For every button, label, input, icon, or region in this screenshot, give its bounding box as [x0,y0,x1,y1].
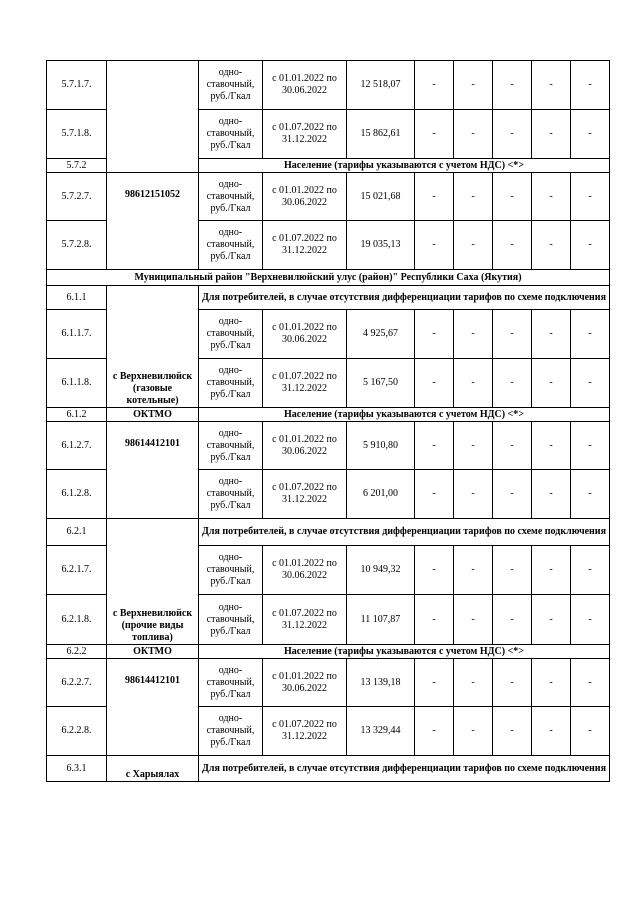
empty-value: - [454,595,493,645]
tariff-sheet [46,60,610,782]
row-number: 6.1.2.8. [47,470,107,519]
table-row [47,61,610,110]
section-heading: Население (тарифы указываются с учетом НДС) <*> [199,159,610,173]
row-number: 5.7.1.8. [47,110,107,159]
empty-value: - [571,359,610,408]
rate-type: одно-ставочный, руб./Гкал [199,173,263,221]
empty-value: - [532,422,571,470]
empty-value: - [493,422,532,470]
table-row [47,173,610,221]
empty-value: - [571,110,610,159]
settlement-cell [107,61,199,173]
tariff-value: 10 949,32 [347,546,415,595]
empty-value: - [454,659,493,707]
settlement-name: с Верхневилюйск (газовые котельные) [107,286,199,408]
tariff-value: 19 035,13 [347,221,415,270]
rate-type: одно-ставочный, руб./Гкал [199,221,263,270]
tariff-value: 15 862,61 [347,110,415,159]
empty-value: - [415,422,454,470]
empty-value: - [454,707,493,756]
period: с 01.07.2022 по 31.12.2022 [263,595,347,645]
empty-value: - [493,221,532,270]
period: с 01.07.2022 по 31.12.2022 [263,707,347,756]
row-number: 6.1.1.7. [47,310,107,359]
empty-value: - [454,470,493,519]
empty-value: - [532,707,571,756]
section-heading: Для потребителей, в случае отсутствия дифференциации тарифов по схеме подключения [199,756,610,782]
rate-type: одно-ставочный, руб./Гкал [199,595,263,645]
empty-value: - [532,595,571,645]
period: с 01.01.2022 по 30.06.2022 [263,61,347,110]
section-row [47,519,610,546]
tariff-value: 13 329,44 [347,707,415,756]
period: с 01.01.2022 по 30.06.2022 [263,310,347,359]
oktmo-label: ОКТМО [107,408,199,422]
rate-type: одно-ставочный, руб./Гкал [199,659,263,707]
row-number: 5.7.2.8. [47,221,107,270]
period: с 01.01.2022 по 30.06.2022 [263,173,347,221]
rate-type: одно-ставочный, руб./Гкал [199,110,263,159]
empty-value: - [415,173,454,221]
section-heading: Население (тарифы указываются с учетом НДС) <*> [199,408,610,422]
rate-type: одно-ставочный, руб./Гкал [199,61,263,110]
empty-value: - [532,546,571,595]
empty-value: - [571,221,610,270]
row-number: 6.2.1 [47,519,107,546]
row-number: 6.1.1.8. [47,359,107,408]
empty-value: - [493,707,532,756]
empty-value: - [415,310,454,359]
section-heading: Для потребителей, в случае отсутствия дифференциации тарифов по схеме подключения [199,286,610,310]
table-row [47,659,610,707]
settlement-name: с Верхневилюйск (прочие виды топлива) [107,519,199,645]
row-number: 5.7.2 [47,159,107,173]
empty-value: - [454,173,493,221]
empty-value: - [493,110,532,159]
row-number: 6.1.1 [47,286,107,310]
oktmo-code: 98612151052 [107,173,199,270]
empty-value: - [454,359,493,408]
municipality-heading: Муниципальный район "Верхневилюйский улус (район)" Республики Саха (Якутия) [47,270,610,286]
empty-value: - [454,221,493,270]
row-number: 5.7.2.7. [47,173,107,221]
municipality-row [47,270,610,286]
empty-value: - [571,61,610,110]
empty-value: - [415,359,454,408]
row-number: 6.2.1.7. [47,546,107,595]
tariff-value: 13 139,18 [347,659,415,707]
rate-type: одно-ставочный, руб./Гкал [199,422,263,470]
row-number: 5.7.1.7. [47,61,107,110]
rate-type: одно-ставочный, руб./Гкал [199,707,263,756]
empty-value: - [493,359,532,408]
row-number: 6.2.2 [47,645,107,659]
tariff-value: 6 201,00 [347,470,415,519]
empty-value: - [532,659,571,707]
tariff-value: 5 167,50 [347,359,415,408]
row-number: 6.1.2 [47,408,107,422]
tariff-value: 11 107,87 [347,595,415,645]
row-number: 6.2.2.8. [47,707,107,756]
row-number: 6.1.2.7. [47,422,107,470]
empty-value: - [454,422,493,470]
empty-value: - [454,310,493,359]
rate-type: одно-ставочный, руб./Гкал [199,470,263,519]
empty-value: - [415,546,454,595]
tariff-value: 5 910,80 [347,422,415,470]
empty-value: - [415,707,454,756]
oktmo-label: ОКТМО [107,645,199,659]
rate-type: одно-ставочный, руб./Гкал [199,359,263,408]
row-number: 6.2.2.7. [47,659,107,707]
empty-value: - [493,173,532,221]
section-row [47,286,610,310]
row-number: 6.2.1.8. [47,595,107,645]
tariff-value: 12 518,07 [347,61,415,110]
empty-value: - [415,221,454,270]
empty-value: - [532,221,571,270]
empty-value: - [571,470,610,519]
empty-value: - [571,173,610,221]
empty-value: - [454,546,493,595]
empty-value: - [532,173,571,221]
section-row [47,408,610,422]
empty-value: - [571,422,610,470]
oktmo-code: 98614412101 [107,422,199,519]
period: с 01.07.2022 по 31.12.2022 [263,221,347,270]
section-row [47,645,610,659]
empty-value: - [571,659,610,707]
section-heading: Для потребителей, в случае отсутствия дифференциации тарифов по схеме подключения [199,519,610,546]
empty-value: - [415,470,454,519]
empty-value: - [571,707,610,756]
period: с 01.07.2022 по 31.12.2022 [263,359,347,408]
empty-value: - [532,470,571,519]
empty-value: - [571,595,610,645]
empty-value: - [493,470,532,519]
empty-value: - [532,359,571,408]
rate-type: одно-ставочный, руб./Гкал [199,310,263,359]
section-row [47,756,610,782]
empty-value: - [571,546,610,595]
period: с 01.07.2022 по 31.12.2022 [263,470,347,519]
empty-value: - [532,310,571,359]
period: с 01.01.2022 по 30.06.2022 [263,422,347,470]
period: с 01.07.2022 по 31.12.2022 [263,110,347,159]
empty-value: - [454,110,493,159]
empty-value: - [454,61,493,110]
empty-value: - [415,659,454,707]
empty-value: - [493,659,532,707]
tariff-table [46,60,610,782]
section-heading: Население (тарифы указываются с учетом НДС) <*> [199,645,610,659]
tariff-value: 4 925,67 [347,310,415,359]
period: с 01.01.2022 по 30.06.2022 [263,659,347,707]
table-row [47,422,610,470]
empty-value: - [571,310,610,359]
empty-value: - [493,310,532,359]
empty-value: - [532,110,571,159]
empty-value: - [415,61,454,110]
oktmo-code: 98614412101 [107,659,199,756]
period: с 01.01.2022 по 30.06.2022 [263,546,347,595]
empty-value: - [493,546,532,595]
rate-type: одно-ставочный, руб./Гкал [199,546,263,595]
empty-value: - [415,595,454,645]
empty-value: - [532,61,571,110]
empty-value: - [415,110,454,159]
tariff-value: 15 021,68 [347,173,415,221]
settlement-name: с Харыялах [107,756,199,782]
empty-value: - [493,595,532,645]
empty-value: - [493,61,532,110]
row-number: 6.3.1 [47,756,107,782]
